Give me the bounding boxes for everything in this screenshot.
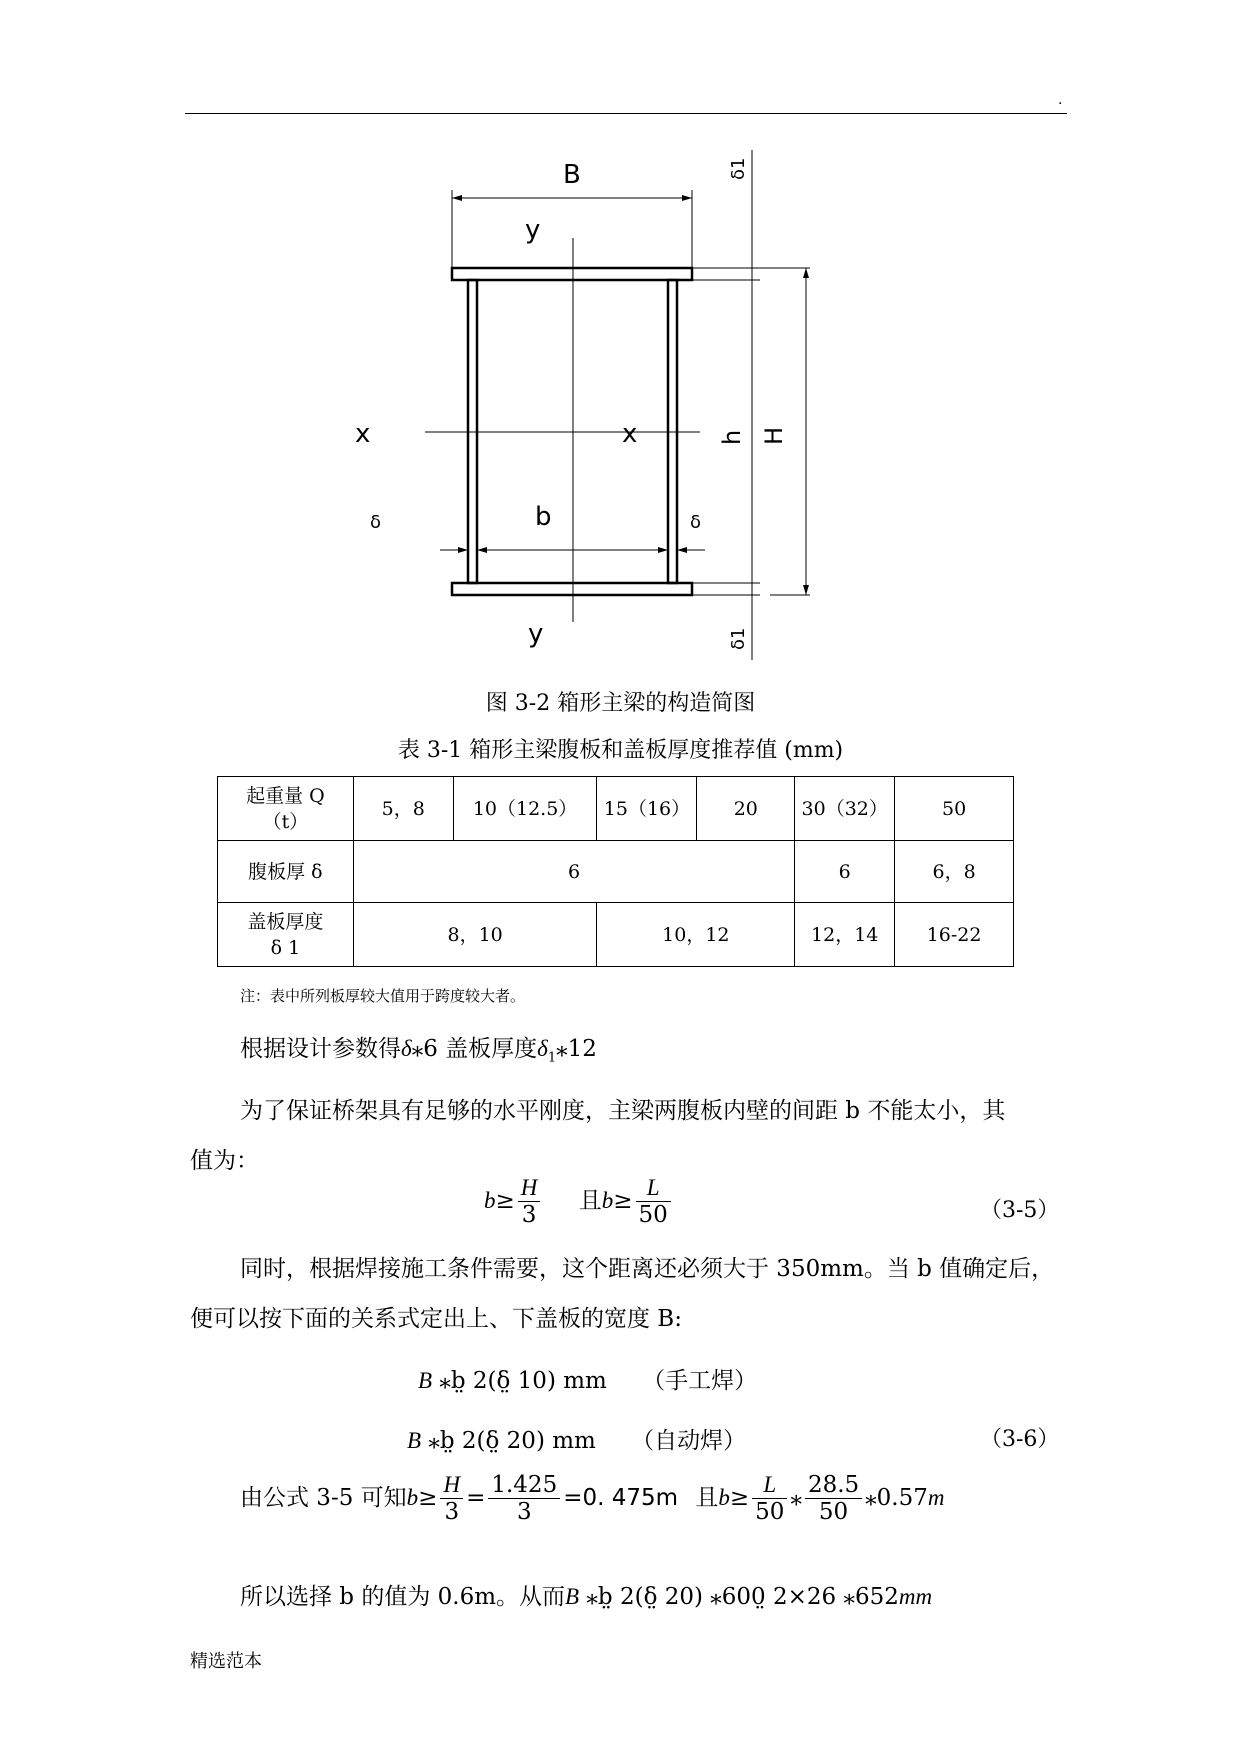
label-delta-left: δ <box>370 512 382 533</box>
label-delta1-top: δ1 <box>728 157 749 180</box>
cell: 10（12.5） <box>453 777 597 841</box>
row-label-cover: 盖板厚度 δ 1 <box>218 903 354 967</box>
label-delta1-bottom: δ1 <box>728 627 749 650</box>
cell: 15（16） <box>597 777 697 841</box>
cell: 6 <box>795 841 895 903</box>
cell: 8，10 <box>353 903 597 967</box>
figure-caption: 图 3-2 箱形主梁的构造简图 <box>485 691 756 716</box>
H-dimension <box>760 150 830 610</box>
cell: 50 <box>895 777 1014 841</box>
cell: 20 <box>697 777 795 841</box>
row-label-web: 腹板厚 δ <box>218 841 354 903</box>
equation-3-5: b≥ $\frac{H}{3}$ 且b≥ $\frac{L}{50}$ <box>484 1175 674 1229</box>
label-delta-right: δ <box>690 512 702 533</box>
bottom-flange <box>452 583 692 595</box>
header-rule <box>185 113 1067 114</box>
label-y-top: y <box>525 215 541 245</box>
label-b: b <box>535 502 552 532</box>
paragraph-3-line-1: 同时，根据焊接施工条件需要，这个距离还必须大于 350mm。当 b 值确定后， <box>240 1256 1055 1282</box>
table-row <box>218 841 1014 903</box>
calculation-line-1: 由公式 3-5 可知b≥ $\frac{H}{3}$ = $\frac{1.425}{3}$ =0. 475m 且b≥ $\frac{L}{50}$ ⁎ $\frac{28.5}{50}$ ⁎0.57m <box>240 1472 945 1526</box>
label-y-bottom: y <box>528 619 544 649</box>
header-dot: . <box>1058 92 1063 108</box>
label-h: h <box>718 429 746 445</box>
equation-3-6a: B ⁎b̤ 2(δ̤ 10) mm （手工焊） <box>418 1368 758 1394</box>
table-caption: 表 3-1 箱形主梁腹板和盖板厚度推荐值 (mm) <box>397 738 844 763</box>
equation-number-3-5: （3-5） <box>980 1198 1060 1223</box>
label-x-left: x <box>355 419 371 449</box>
box-girder-diagram <box>355 150 780 670</box>
label-H: H <box>760 426 788 445</box>
table-note: 注：表中所列板厚较大值用于跨度较大者。 <box>240 987 526 1005</box>
paragraph-2-line-2: 值为： <box>190 1148 259 1174</box>
equation-number-3-6: （3-6） <box>980 1427 1060 1452</box>
paragraph-3-line-2: 便可以按下面的关系式定出上、下盖板的宽度 B: <box>190 1306 682 1332</box>
equation-3-6b: B ⁎b̤ 2(δ̤ 20) mm （自动焊） <box>407 1428 747 1454</box>
calculation-line-2: 所以选择 b 的值为 0.6m。从而B ⁎b̤ 2(δ̤ 20) ⁎600̤ 2×26 ⁎652mm <box>240 1584 933 1610</box>
cell: 16-22 <box>895 903 1014 967</box>
cell: 6 <box>353 841 794 903</box>
thickness-table <box>217 776 1014 967</box>
row-label-capacity: 起重量 Q （t） <box>218 777 354 841</box>
cell: 6，8 <box>895 841 1014 903</box>
cell: 30（32） <box>795 777 895 841</box>
cell: 10，12 <box>597 903 795 967</box>
table-row <box>218 903 1014 967</box>
design-params-line: 根据设计参数得δ⁎6 盖板厚度$\delta_1⁎12$ <box>240 1036 597 1066</box>
footer-text: 精选范本 <box>190 1651 262 1672</box>
paragraph-2-line-1: 为了保证桥架具有足够的水平刚度，主梁两腹板内壁的间距 b 不能太小，其 <box>240 1098 1006 1124</box>
table-row <box>218 777 1014 841</box>
top-flange <box>452 268 692 280</box>
label-x-right: x <box>622 419 638 449</box>
cell: 5，8 <box>353 777 453 841</box>
label-B: B <box>563 160 581 190</box>
cell: 12，14 <box>795 903 895 967</box>
